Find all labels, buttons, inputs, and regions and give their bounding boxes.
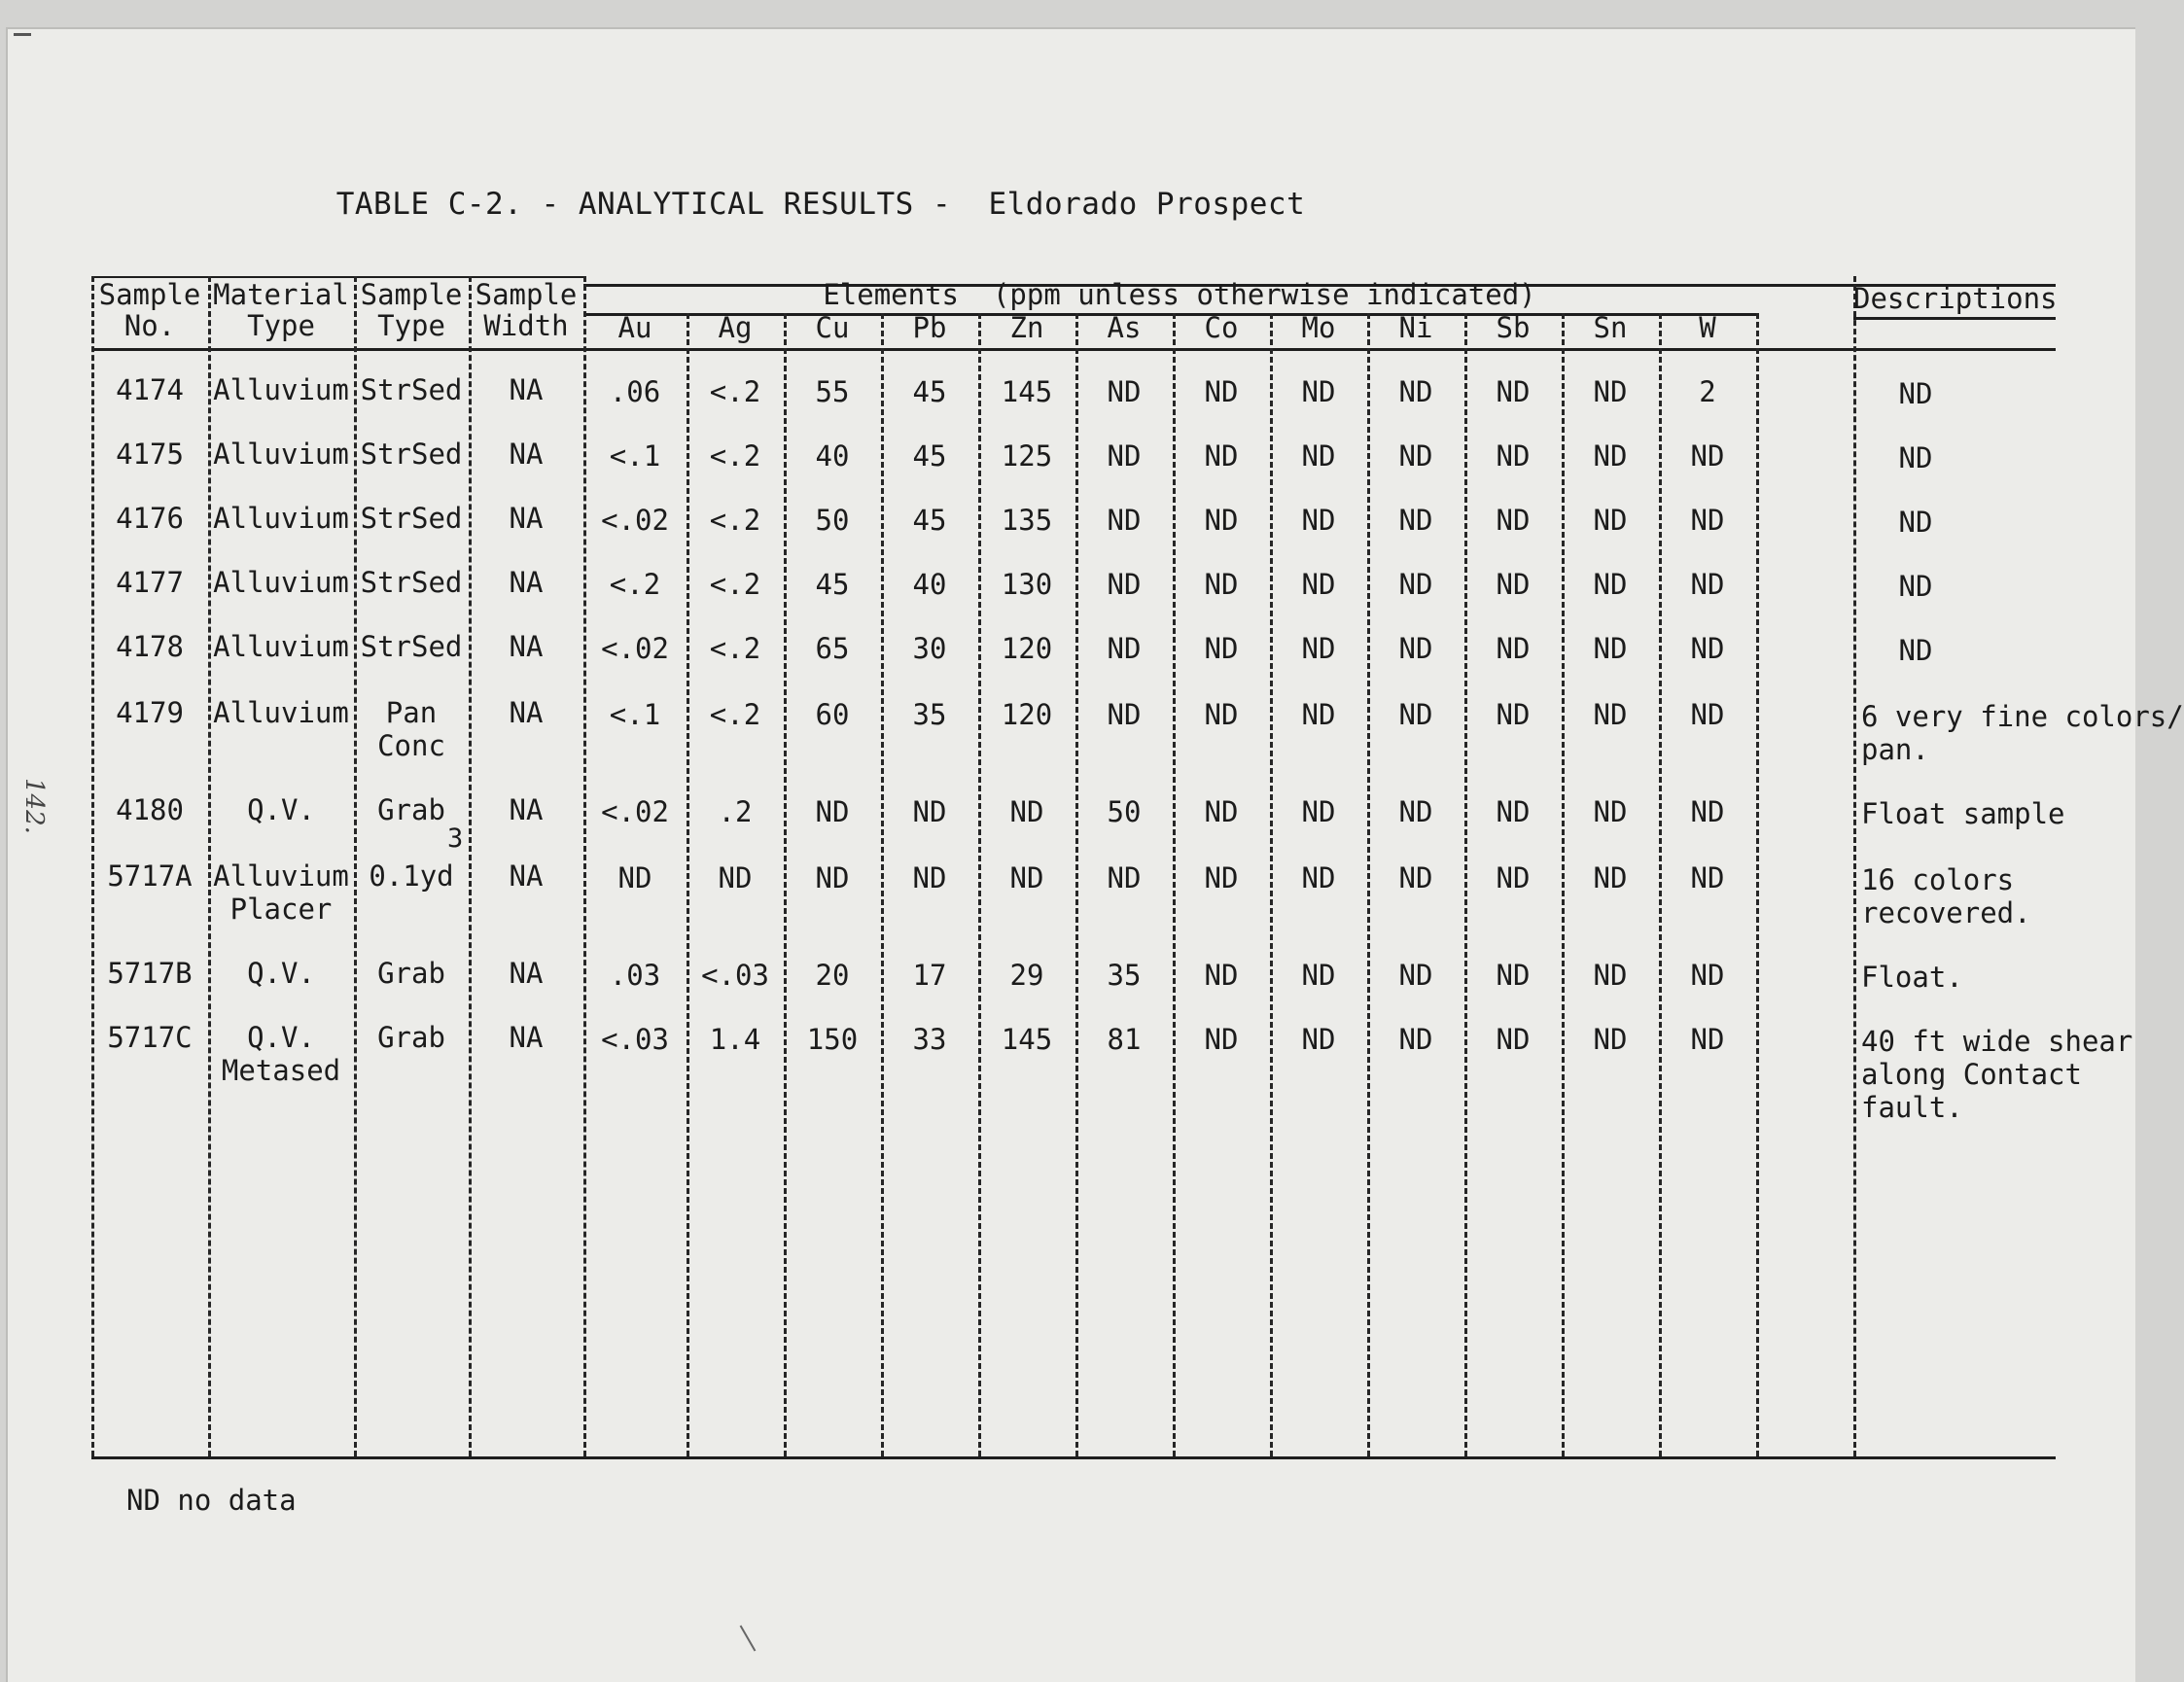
cell-sample-type: StrSed	[360, 566, 463, 599]
cell-sample-width: NA	[509, 793, 544, 826]
cell-value-mo: ND	[1301, 698, 1336, 731]
cell-value-pb: 45	[912, 375, 947, 408]
cell-value-ni: ND	[1398, 861, 1433, 894]
header-sample-no-line: No.	[123, 309, 176, 342]
cell-material-type: Metased	[221, 1054, 341, 1087]
header-material-type-line: Type	[247, 309, 315, 342]
cell-sample-no: 4178	[116, 630, 184, 663]
header-element-pb: Pb	[912, 311, 947, 344]
header-element-mo: Mo	[1301, 311, 1336, 344]
cell-value-ni: ND	[1398, 375, 1433, 408]
cell-value-mo: ND	[1301, 632, 1336, 665]
scan-speck	[740, 1626, 757, 1652]
cell-description: 16 colors	[1861, 863, 2015, 896]
cell-value-sn: ND	[1593, 1023, 1628, 1056]
cell-sample-type: Conc	[377, 729, 445, 762]
cell-material-type: Alluvium	[213, 696, 349, 729]
cell-value-sn: ND	[1593, 439, 1628, 473]
cell-value-cu: ND	[815, 861, 850, 894]
cell-sample-type: StrSed	[360, 438, 463, 471]
cell-value-ni: ND	[1398, 959, 1433, 992]
page-corner-mark	[14, 33, 31, 36]
cell-value-zn: 135	[1001, 504, 1053, 537]
cell-description: ND	[1898, 441, 1933, 474]
cell-value-w: ND	[1690, 959, 1725, 992]
cell-value-sb: ND	[1496, 1023, 1531, 1056]
cell-value-ni: ND	[1398, 1023, 1433, 1056]
cell-sample-type: Grab	[377, 793, 445, 826]
header-element-sn: Sn	[1593, 311, 1628, 344]
cell-value-ni: ND	[1398, 439, 1433, 473]
cell-sample-type: Grab	[377, 957, 445, 990]
cell-material-type: Alluvium	[213, 502, 349, 535]
cell-value-as: ND	[1107, 568, 1142, 601]
header-element-sb: Sb	[1496, 311, 1531, 344]
cell-sample-no: 4175	[116, 438, 184, 471]
cell-value-ag: <.2	[709, 439, 761, 473]
cell-material-type: Q.V.	[247, 957, 315, 990]
cell-value-w: ND	[1690, 795, 1725, 828]
cell-value-sb: ND	[1496, 375, 1531, 408]
cell-value-ni: ND	[1398, 795, 1433, 828]
cell-value-w: ND	[1690, 861, 1725, 894]
cell-value-sb: ND	[1496, 504, 1531, 537]
cell-value-as: ND	[1107, 698, 1142, 731]
header-element-zn: Zn	[1009, 311, 1044, 344]
cell-value-as: ND	[1107, 632, 1142, 665]
cell-value-zn: 29	[1009, 959, 1044, 992]
cell-value-sn: ND	[1593, 504, 1628, 537]
header-element-ni: Ni	[1398, 311, 1433, 344]
cell-value-zn: 145	[1001, 375, 1053, 408]
header-element-cu: Cu	[815, 311, 850, 344]
cell-sample-width: NA	[509, 438, 544, 471]
handwritten-page-number: 142.	[19, 778, 49, 834]
cell-description: 6 very fine colors/	[1861, 700, 2184, 733]
cell-value-sb: ND	[1496, 439, 1531, 473]
cell-value-cu: 40	[815, 439, 850, 473]
cell-value-au: <.1	[609, 698, 661, 731]
cell-value-ag: ND	[718, 861, 753, 894]
analytical-results-table	[91, 272, 2184, 1456]
cell-sample-type: StrSed	[360, 502, 463, 535]
cell-material-type: Alluvium	[213, 438, 349, 471]
header-element-ag: Ag	[718, 311, 753, 344]
cell-sample-width: NA	[509, 1021, 544, 1054]
cell-sample-no: 5717B	[107, 957, 193, 990]
cell-description: 40 ft wide shear	[1861, 1025, 2133, 1058]
cell-value-cu: 50	[815, 504, 850, 537]
cell-value-sb: ND	[1496, 568, 1531, 601]
header-element-au: Au	[617, 311, 652, 344]
cell-description: ND	[1898, 570, 1933, 603]
cell-value-pb: 45	[912, 504, 947, 537]
cell-value-ag: <.2	[709, 632, 761, 665]
cell-value-au: <.03	[601, 1023, 669, 1056]
cell-value-cu: 20	[815, 959, 850, 992]
cell-value-cu: 45	[815, 568, 850, 601]
cell-sample-type: Grab	[377, 1021, 445, 1054]
cell-value-ag: 1.4	[709, 1023, 761, 1056]
header-elements-group: Elements (ppm unless otherwise indicated)	[823, 278, 1536, 311]
cell-sample-type-superscript: 3	[447, 823, 464, 854]
header-element-as: As	[1107, 311, 1142, 344]
cell-description: Float.	[1861, 961, 1963, 994]
cell-value-zn: 125	[1001, 439, 1053, 473]
table-bottom-rule	[91, 1456, 2056, 1459]
cell-material-type: Alluvium	[213, 566, 349, 599]
cell-sample-width: NA	[509, 630, 544, 663]
cell-value-ni: ND	[1398, 504, 1433, 537]
cell-value-sn: ND	[1593, 795, 1628, 828]
cell-sample-type: Pan	[385, 696, 438, 729]
cell-value-au: <.02	[601, 795, 669, 828]
header-element-w: W	[1699, 311, 1716, 344]
cell-value-ni: ND	[1398, 632, 1433, 665]
cell-value-ag: <.2	[709, 568, 761, 601]
cell-material-type: Alluvium	[213, 859, 349, 893]
cell-sample-type: StrSed	[360, 373, 463, 406]
cell-value-cu: 55	[815, 375, 850, 408]
document-page	[6, 27, 2184, 1682]
cell-value-zn: 120	[1001, 698, 1053, 731]
cell-value-w: ND	[1690, 504, 1725, 537]
cell-value-zn: 120	[1001, 632, 1053, 665]
cell-value-au: <.02	[601, 504, 669, 537]
header-sample-width-line: Sample	[475, 278, 578, 311]
cell-value-co: ND	[1204, 959, 1239, 992]
cell-description: pan.	[1861, 733, 1929, 766]
cell-value-pb: 30	[912, 632, 947, 665]
cell-value-as: 50	[1107, 795, 1142, 828]
cell-value-ni: ND	[1398, 568, 1433, 601]
cell-sample-no: 5717C	[107, 1021, 193, 1054]
cell-value-co: ND	[1204, 632, 1239, 665]
cell-value-co: ND	[1204, 1023, 1239, 1056]
cell-value-co: ND	[1204, 795, 1239, 828]
cell-value-as: 81	[1107, 1023, 1142, 1056]
cell-value-co: ND	[1204, 698, 1239, 731]
cell-description: Float sample	[1861, 797, 2065, 830]
cell-value-au: <.1	[609, 439, 661, 473]
table-title: TABLE C-2. - ANALYTICAL RESULTS - Eldorado Prospect	[335, 187, 1306, 222]
cell-sample-no: 4180	[116, 793, 184, 826]
cell-value-sn: ND	[1593, 632, 1628, 665]
cell-value-pb: 40	[912, 568, 947, 601]
cell-value-mo: ND	[1301, 504, 1336, 537]
header-element-co: Co	[1204, 311, 1239, 344]
cell-description: ND	[1898, 506, 1933, 539]
cell-value-zn: 145	[1001, 1023, 1053, 1056]
cell-value-w: ND	[1690, 632, 1725, 665]
cell-sample-width: NA	[509, 566, 544, 599]
cell-description: ND	[1898, 377, 1933, 410]
cell-value-au: <.2	[609, 568, 661, 601]
cell-value-w: ND	[1690, 698, 1725, 731]
cell-sample-width: NA	[509, 859, 544, 893]
cell-value-sn: ND	[1593, 375, 1628, 408]
cell-value-co: ND	[1204, 375, 1239, 408]
cell-value-cu: 60	[815, 698, 850, 731]
cell-value-mo: ND	[1301, 795, 1336, 828]
cell-value-pb: 45	[912, 439, 947, 473]
cell-sample-width: NA	[509, 502, 544, 535]
cell-value-au: .03	[609, 959, 661, 992]
cell-sample-width: NA	[509, 696, 544, 729]
cell-value-sn: ND	[1593, 959, 1628, 992]
column-separator	[1756, 313, 1759, 1456]
cell-description: recovered.	[1861, 896, 2031, 929]
cell-value-sb: ND	[1496, 861, 1531, 894]
cell-value-au: <.02	[601, 632, 669, 665]
cell-value-zn: 130	[1001, 568, 1053, 601]
cell-value-co: ND	[1204, 861, 1239, 894]
cell-value-pb: ND	[912, 795, 947, 828]
cell-value-pb: 33	[912, 1023, 947, 1056]
cell-sample-no: 4176	[116, 502, 184, 535]
cell-value-as: ND	[1107, 861, 1142, 894]
cell-material-type: Q.V.	[247, 793, 315, 826]
cell-value-ag: <.2	[709, 698, 761, 731]
cell-sample-type: 0.1yd	[369, 859, 454, 893]
cell-value-pb: 17	[912, 959, 947, 992]
cell-sample-no: 4179	[116, 696, 184, 729]
cell-value-as: ND	[1107, 375, 1142, 408]
cell-value-as: ND	[1107, 504, 1142, 537]
cell-material-type: Placer	[229, 893, 333, 926]
cell-material-type: Alluvium	[213, 630, 349, 663]
cell-value-sb: ND	[1496, 959, 1531, 992]
header-material-type-line: Material	[213, 278, 349, 311]
cell-value-mo: ND	[1301, 439, 1336, 473]
cell-value-mo: ND	[1301, 375, 1336, 408]
cell-value-co: ND	[1204, 568, 1239, 601]
cell-value-w: ND	[1690, 439, 1725, 473]
cell-sample-no: 5717A	[107, 859, 193, 893]
cell-value-w: 2	[1699, 375, 1716, 408]
cell-value-ag: .2	[718, 795, 753, 828]
cell-value-w: ND	[1690, 1023, 1725, 1056]
cell-value-w: ND	[1690, 568, 1725, 601]
cell-value-sn: ND	[1593, 568, 1628, 601]
header-sample-no-line: Sample	[98, 278, 201, 311]
cell-material-type: Alluvium	[213, 373, 349, 406]
cell-sample-width: NA	[509, 373, 544, 406]
cell-value-sb: ND	[1496, 698, 1531, 731]
footnote: ND no data	[126, 1484, 297, 1517]
cell-value-au: .06	[609, 375, 661, 408]
cell-value-ag: <.2	[709, 504, 761, 537]
cell-material-type: Q.V.	[247, 1021, 315, 1054]
cell-value-as: ND	[1107, 439, 1142, 473]
header-sample-type-line: Type	[377, 309, 445, 342]
cell-value-zn: ND	[1009, 861, 1044, 894]
cell-description: along Contact	[1861, 1058, 2082, 1091]
cell-value-sb: ND	[1496, 632, 1531, 665]
cell-sample-no: 4174	[116, 373, 184, 406]
cell-value-cu: 150	[806, 1023, 859, 1056]
cell-value-mo: ND	[1301, 959, 1336, 992]
cell-value-sb: ND	[1496, 795, 1531, 828]
cell-sample-no: 4177	[116, 566, 184, 599]
cell-value-cu: 65	[815, 632, 850, 665]
cell-value-ag: <.03	[701, 959, 769, 992]
header-sample-width-line: Width	[483, 309, 569, 342]
header-sample-type-line: Sample	[360, 278, 463, 311]
cell-value-ag: <.2	[709, 375, 761, 408]
cell-value-ni: ND	[1398, 698, 1433, 731]
cell-value-sn: ND	[1593, 698, 1628, 731]
cell-value-zn: ND	[1009, 795, 1044, 828]
cell-value-sn: ND	[1593, 861, 1628, 894]
cell-value-pb: 35	[912, 698, 947, 731]
cell-value-pb: ND	[912, 861, 947, 894]
cell-value-cu: ND	[815, 795, 850, 828]
cell-value-au: ND	[617, 861, 652, 894]
header-descriptions: Descriptions	[1853, 282, 2058, 315]
cell-sample-type: StrSed	[360, 630, 463, 663]
header-bottom-rule	[91, 348, 2056, 351]
cell-value-mo: ND	[1301, 861, 1336, 894]
descriptions-subheader-rule	[1853, 317, 2056, 320]
cell-value-mo: ND	[1301, 1023, 1336, 1056]
cell-sample-width: NA	[509, 957, 544, 990]
cell-value-co: ND	[1204, 504, 1239, 537]
cell-value-mo: ND	[1301, 568, 1336, 601]
cell-description: fault.	[1861, 1091, 1963, 1124]
cell-value-as: 35	[1107, 959, 1142, 992]
cell-description: ND	[1898, 634, 1933, 667]
cell-value-co: ND	[1204, 439, 1239, 473]
